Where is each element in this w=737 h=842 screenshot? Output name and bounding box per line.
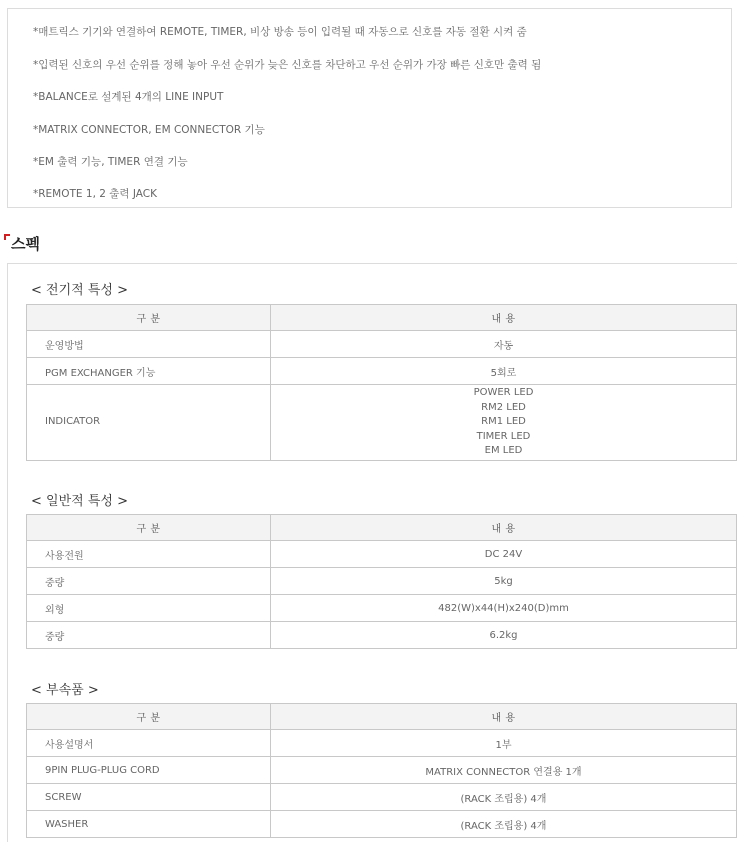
header-category: 구 분 — [27, 515, 271, 541]
row-value: 5회로 — [271, 358, 737, 385]
table-row — [27, 331, 737, 358]
header-content: 내 용 — [271, 704, 737, 730]
row-label: WASHER — [27, 811, 271, 838]
feature-item: *MATRIX CONNECTOR, EM CONNECTOR 기능 — [33, 124, 265, 136]
row-value: 6.2kg — [271, 622, 737, 649]
header-content: 내 용 — [271, 305, 737, 331]
accessories-title: < 부속품 > — [31, 683, 99, 698]
table-header-row — [27, 305, 737, 331]
feature-item: *REMOTE 1, 2 출력 JACK — [33, 188, 158, 200]
row-label: 사용설명서 — [27, 730, 271, 757]
indicator-item: POWER LED — [473, 387, 534, 399]
general-spec-title: < 일반적 특성 > — [31, 494, 128, 509]
table-row — [27, 784, 737, 811]
table-row — [27, 541, 737, 568]
indicator-item: RM1 LED — [481, 416, 526, 428]
row-label: 외형 — [27, 595, 271, 622]
row-value: 1부 — [271, 730, 737, 757]
row-value: 5kg — [271, 568, 737, 595]
row-value: 자동 — [271, 331, 737, 358]
table-row — [27, 595, 737, 622]
feature-item: *BALANCE로 설계된 4개의 LINE INPUT — [33, 91, 224, 103]
header-category: 구 분 — [27, 305, 271, 331]
row-value: (RACK 조립용) 4개 — [271, 784, 737, 811]
table-row — [27, 358, 737, 385]
red-corner-bullet-icon — [4, 234, 10, 240]
row-label: 중량 — [27, 568, 271, 595]
general-spec-table — [26, 514, 737, 649]
table-row — [27, 385, 737, 461]
electrical-spec-title: < 전기적 특성 > — [31, 283, 128, 298]
indicator-item: RM2 LED — [481, 401, 526, 413]
electrical-spec-table — [26, 304, 737, 461]
spec-title-text: 스펙 — [11, 235, 40, 253]
row-value: DC 24V — [271, 541, 737, 568]
row-label: SCREW — [27, 784, 271, 811]
row-value: MATRIX CONNECTOR 연결용 1개 — [271, 757, 737, 784]
feature-list-box — [7, 8, 732, 208]
table-row — [27, 730, 737, 757]
row-label: 중량 — [27, 622, 271, 649]
table-row — [27, 757, 737, 784]
row-value: (RACK 조립용) 4개 — [271, 811, 737, 838]
table-header-row — [27, 704, 737, 730]
row-label: 운영방법 — [27, 331, 271, 358]
feature-item: *입력된 신호의 우선 순위를 정해 놓아 우선 순위가 늦은 신호를 차단하고 우선 순위가 가장 빠른 신호만 출력 됨 — [33, 59, 542, 71]
header-category: 구 분 — [27, 704, 271, 730]
table-row — [27, 568, 737, 595]
feature-item: *매트릭스 기기와 연결하여 REMOTE, TIMER, 비상 방송 등이 입력될 때 자동으로 신호를 자동 절환 시켜 줌 — [33, 26, 527, 38]
spec-container — [7, 263, 737, 842]
row-value: 482(W)x44(H)x240(D)mm — [271, 595, 737, 622]
row-label: 사용전원 — [27, 541, 271, 568]
indicator-item: EM LED — [484, 445, 523, 457]
row-label: INDICATOR — [27, 385, 271, 461]
row-label: PGM EXCHANGER 기능 — [27, 358, 271, 385]
table-row — [27, 622, 737, 649]
row-label: 9PIN PLUG-PLUG CORD — [27, 757, 271, 784]
table-header-row — [27, 515, 737, 541]
feature-item: *EM 출력 기능, TIMER 연결 기능 — [33, 156, 188, 168]
indicator-values — [271, 385, 737, 461]
accessories-table — [26, 703, 737, 838]
indicator-item: TIMER LED — [476, 430, 531, 442]
table-row — [27, 811, 737, 838]
header-content: 내 용 — [271, 515, 737, 541]
